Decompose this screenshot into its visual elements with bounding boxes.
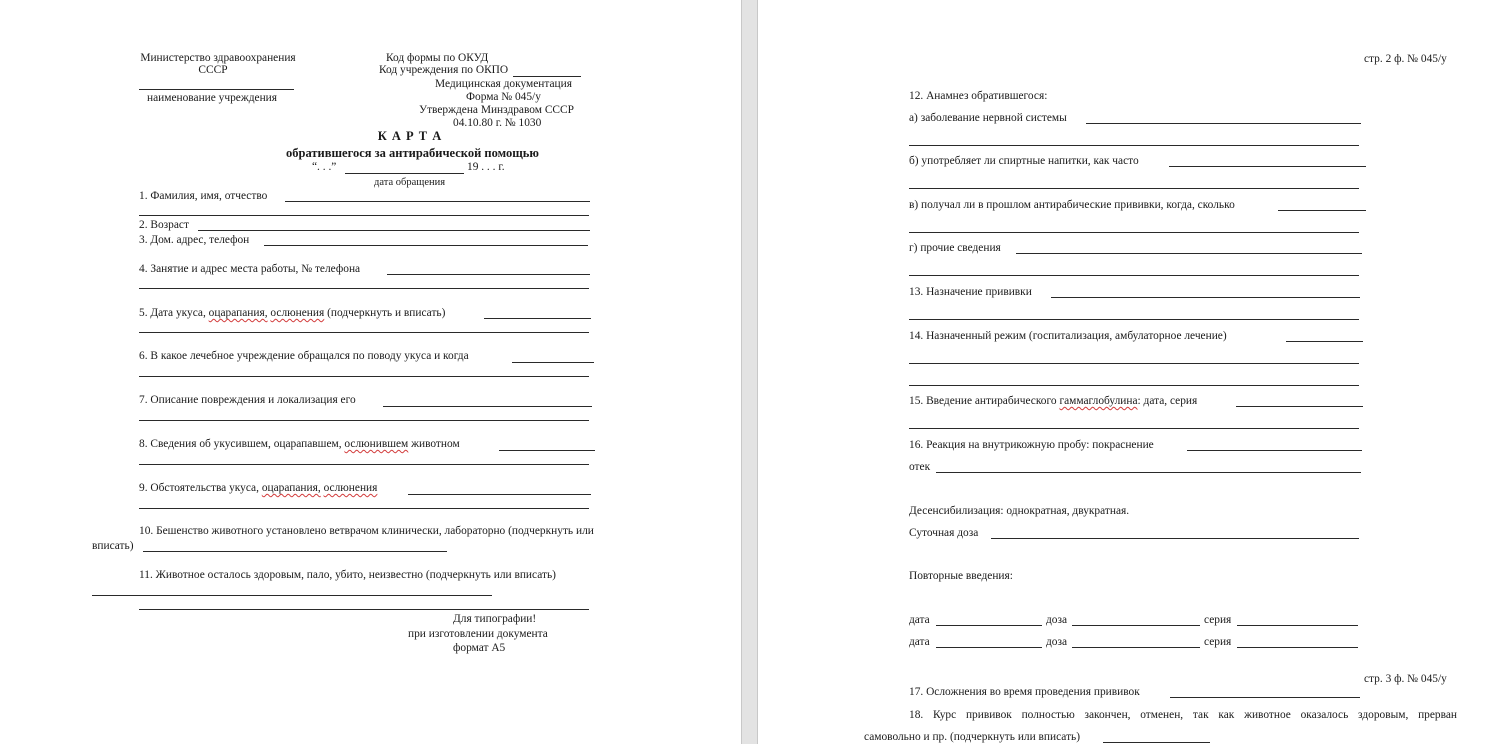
field-9-label-part1: 9. Обстоятельства укуса, (139, 482, 259, 494)
field-8-label-part1: 8. Сведения об укусившем, оцарапавшем, (139, 438, 342, 450)
field-2-input[interactable] (198, 230, 590, 231)
field-10-label-line1: 10. Бешенство животного установлено ветврачом клинически, лабораторно (подчеркнуть или (139, 525, 594, 537)
field-17-label: 17. Осложнения во время проведения прививок (909, 686, 1140, 698)
page-separator (741, 0, 758, 744)
approval-label: Утверждена Минздравом СССР (419, 104, 574, 116)
field-12v-input[interactable] (1278, 210, 1366, 211)
page-reference-2: стр. 2 ф. № 045/у (1364, 53, 1447, 65)
spellcheck-word: оцарапания, (261, 482, 321, 494)
row2-dose-label: доза (1046, 636, 1068, 648)
approval-date: 04.10.80 г. № 1030 (453, 117, 542, 129)
okud-label: Код формы по ОКУД (386, 52, 489, 64)
field-12a-label: а) заболевание нервной системы (909, 112, 1067, 124)
field-1-input-line2[interactable] (139, 215, 589, 216)
field-7-label: 7. Описание повреждения и локализация его (139, 394, 356, 406)
field-15-label-part3: : дата, серия (1137, 395, 1198, 407)
field-9-input-line2[interactable] (139, 508, 589, 509)
row1-series-label: серия (1204, 614, 1232, 626)
field-16-redness-input[interactable] (1187, 450, 1362, 451)
row2-series-input[interactable] (1237, 647, 1358, 648)
page-reference-3: стр. 3 ф. № 045/у (1364, 673, 1447, 685)
form-number: Форма № 045/у (466, 91, 541, 103)
field-5-label-part4: (подчеркнуть и вписать) (327, 307, 446, 319)
field-12-label: 12. Анамнез обратившегося: (909, 90, 1048, 102)
daily-dose-label: Суточная доза (909, 527, 979, 539)
field-15-label (909, 395, 1197, 408)
row2-date-input[interactable] (936, 647, 1042, 648)
row2-date-label: дата (909, 636, 930, 648)
field-13-input[interactable] (1051, 297, 1360, 298)
row1-series-input[interactable] (1237, 625, 1358, 626)
field-12v-label: в) получал ли в прошлом антирабические прививки, когда, сколько (909, 199, 1235, 211)
field-11-input-line2[interactable] (139, 609, 589, 610)
date-field[interactable] (345, 173, 464, 174)
field-14-label: 14. Назначенный режим (госпитализация, амбулаторное лечение) (909, 330, 1227, 342)
field-12b-input[interactable] (1169, 166, 1366, 167)
field-6-input[interactable] (512, 362, 594, 363)
field-14-input-line2[interactable] (909, 363, 1359, 364)
desensitization-label: Десенсибилизация: однократная, двукратная. (909, 505, 1130, 517)
row1-date-input[interactable] (936, 625, 1042, 626)
field-15-label-part1: 15. Введение антирабического (909, 395, 1057, 407)
field-4-input-line2[interactable] (139, 288, 589, 289)
field-5-input-line2[interactable] (139, 332, 589, 333)
field-18-label-line1: 18. Курс прививок полностью закончен, отменен, так как животное оказалось здоровым, прерван (909, 709, 1457, 721)
field-13-input-line2[interactable] (909, 319, 1359, 320)
print-note-line2: при изготовлении документа (408, 628, 548, 640)
institution-name-field[interactable] (139, 89, 294, 90)
field-12b-input-line2[interactable] (909, 188, 1359, 189)
field-6-input-line2[interactable] (139, 376, 589, 377)
institution-caption: наименование учреждения (147, 92, 278, 104)
field-13-label: 13. Назначение прививки (909, 286, 1032, 298)
field-7-input-line2[interactable] (139, 420, 589, 421)
field-5-label-part1: 5. Дата укуса, (139, 307, 206, 319)
form-subtitle: обратившегося за антирабической помощью (286, 146, 539, 160)
date-caption: дата обращения (374, 177, 446, 188)
field-15-input-line2[interactable] (909, 428, 1359, 429)
med-doc-label: Медицинская документация (435, 78, 572, 90)
field-16-edema-label: отек (909, 461, 931, 473)
print-note-line1: Для типографии! (453, 613, 537, 625)
document-page-2 (758, 0, 1500, 744)
repeat-injections-label: Повторные введения: (909, 570, 1013, 582)
field-16-edema-input[interactable] (936, 472, 1361, 473)
field-7-input[interactable] (383, 406, 592, 407)
field-1-label: 1. Фамилия, имя, отчество (139, 190, 268, 202)
spellcheck-word: гаммаглобулина (1059, 395, 1138, 407)
field-16-label: 16. Реакция на внутрикожную пробу: покраснение (909, 439, 1154, 451)
spellcheck-word: ослюнившем (344, 438, 409, 450)
field-12g-input-line2[interactable] (909, 275, 1359, 276)
field-10-input[interactable] (143, 551, 447, 552)
print-note-line3: формат А5 (453, 642, 506, 654)
row1-dose-label: доза (1046, 614, 1068, 626)
field-11-label: 11. Животное осталось здоровым, пало, убито, неизвестно (подчеркнуть или вписать) (139, 569, 556, 581)
field-17-input[interactable] (1170, 697, 1360, 698)
okpo-field[interactable] (513, 76, 581, 77)
date-suffix: 19 . . . г. (467, 161, 505, 173)
field-3-label: 3. Дом. адрес, телефон (139, 234, 250, 246)
row1-date-label: дата (909, 614, 930, 626)
field-10-label-line2: вписать) (92, 540, 134, 552)
document-page-1 (0, 0, 741, 744)
field-14-input[interactable] (1286, 341, 1363, 342)
field-8-input[interactable] (499, 450, 595, 451)
field-12a-input[interactable] (1086, 123, 1361, 124)
field-8-label-part3: животном (411, 438, 460, 450)
field-2-label: 2. Возраст (139, 219, 189, 231)
field-8-input-line2[interactable] (139, 464, 589, 465)
field-14-input-line3[interactable] (909, 385, 1359, 386)
ministry-country: СССР (198, 64, 228, 76)
field-5-label (139, 307, 445, 320)
field-12g-input[interactable] (1016, 253, 1362, 254)
field-9-input[interactable] (408, 494, 591, 495)
field-12b-label: б) употребляет ли спиртные напитки, как часто (909, 155, 1139, 167)
field-5-input[interactable] (484, 318, 591, 319)
field-9-label (139, 482, 377, 495)
field-11-input[interactable] (92, 595, 492, 596)
row1-dose-input[interactable] (1072, 625, 1200, 626)
date-prefix: “. . .” (312, 161, 337, 173)
spellcheck-word: ослюнения (270, 307, 325, 319)
field-15-input[interactable] (1236, 406, 1363, 407)
field-12g-label: г) прочие сведения (909, 242, 1001, 254)
field-1-input[interactable] (285, 201, 590, 202)
field-3-input[interactable] (264, 245, 588, 246)
row2-dose-input[interactable] (1072, 647, 1200, 648)
field-4-input[interactable] (387, 274, 590, 275)
form-title: К А Р Т А (377, 129, 443, 143)
row2-series-label: серия (1204, 636, 1232, 648)
spellcheck-word: ослюнения (323, 482, 378, 494)
daily-dose-input[interactable] (991, 538, 1359, 539)
field-4-label: 4. Занятие и адрес места работы, № телефона (139, 263, 361, 275)
field-8-label (139, 438, 460, 451)
field-18-input[interactable] (1103, 742, 1210, 743)
field-12a-input-line2[interactable] (909, 145, 1359, 146)
field-18-label-line2: самовольно и пр. (подчеркнуть или вписать) (864, 731, 1081, 743)
field-6-label: 6. В какое лечебное учреждение обращался по поводу укуса и когда (139, 350, 469, 362)
okpo-label: Код учреждения по ОКПО (379, 64, 509, 76)
field-12v-input-line2[interactable] (909, 232, 1359, 233)
ministry-name: Министерство здравоохранения (140, 52, 296, 64)
spellcheck-word: оцарапания, (208, 307, 268, 319)
